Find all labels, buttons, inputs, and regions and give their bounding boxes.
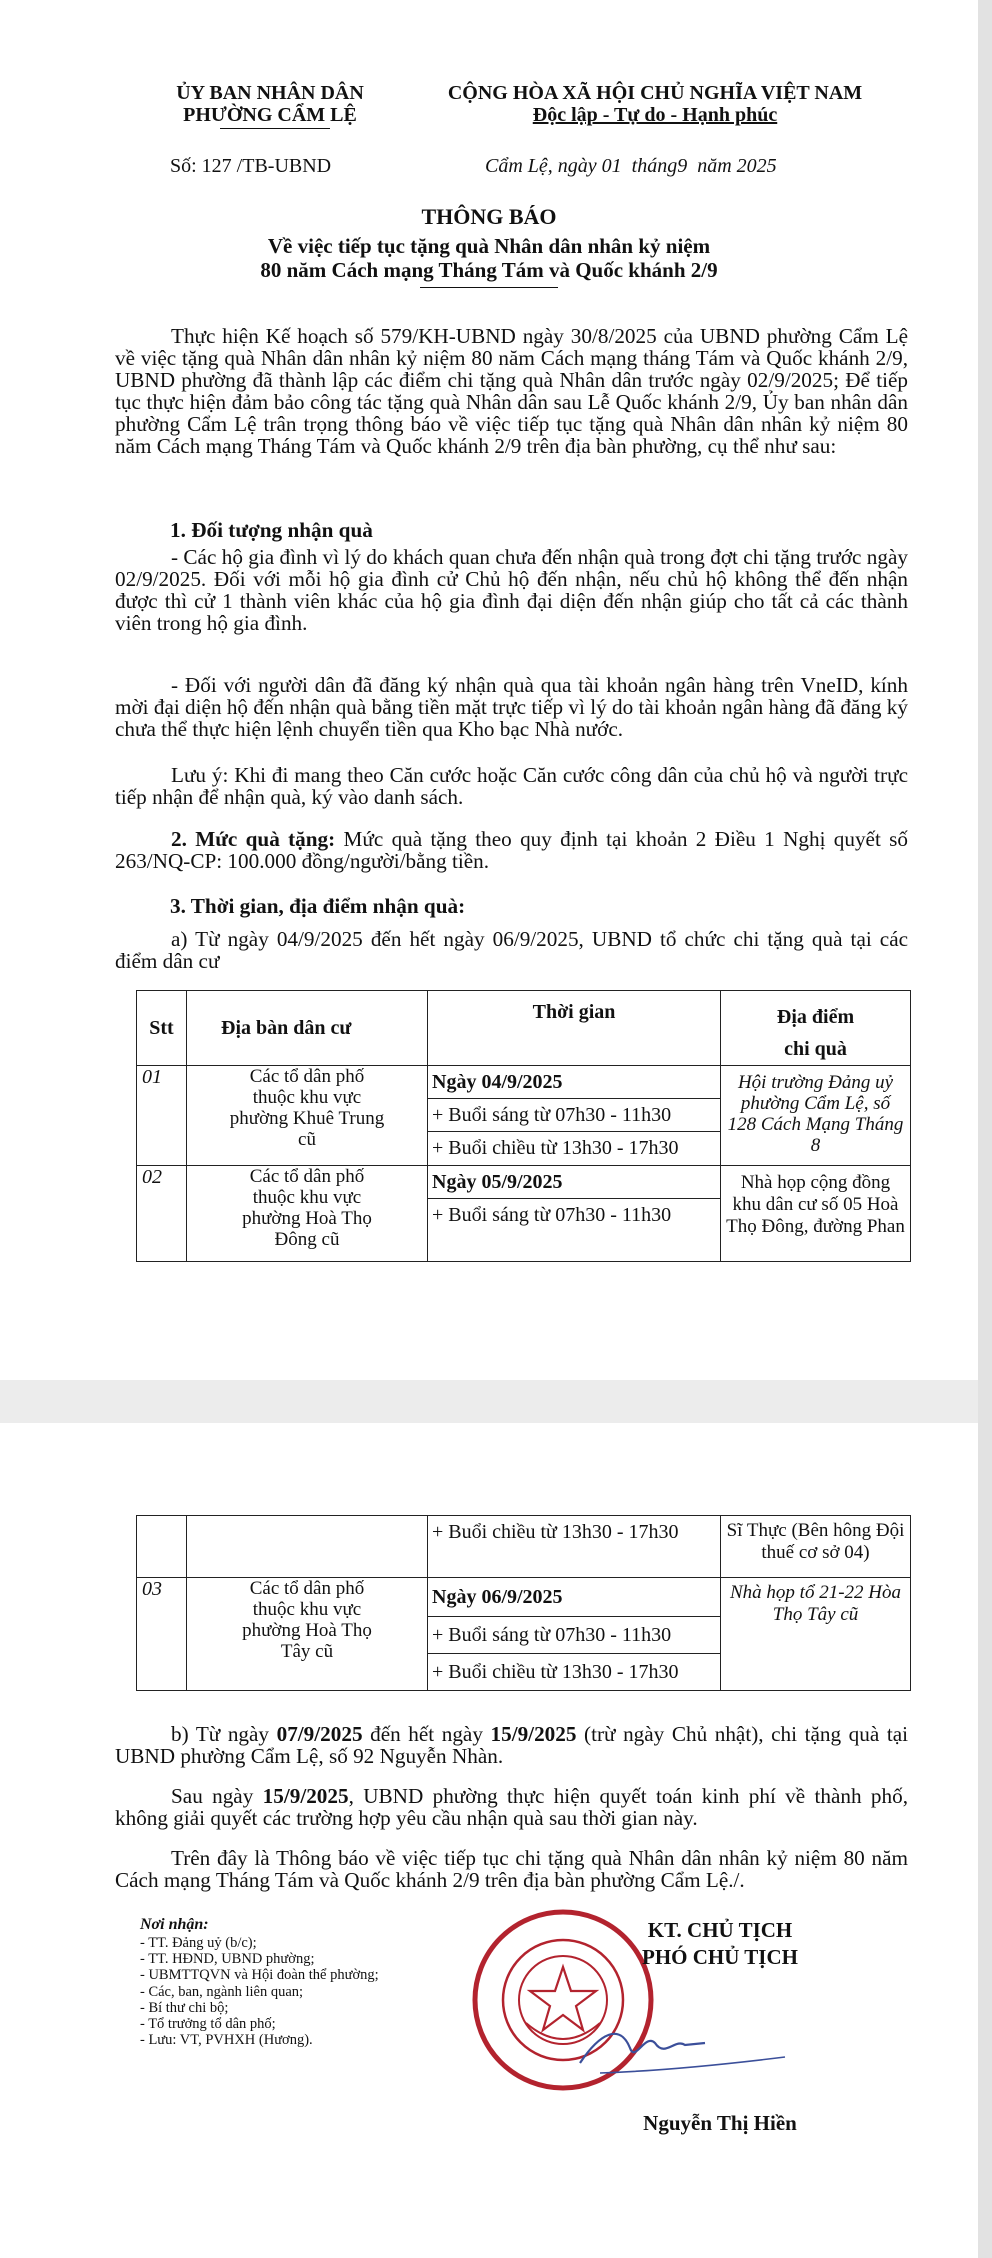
row-3-place bbox=[721, 1578, 911, 1691]
recipient-item: - TT. HĐND, UBND phường; bbox=[140, 1951, 315, 1968]
table-row bbox=[137, 1066, 911, 1166]
s3b-date-2: 15/9/2025 bbox=[490, 1722, 577, 1746]
issuer-underline bbox=[220, 128, 330, 129]
doc-subtitle bbox=[0, 234, 978, 282]
row-1-morning: + Buổi sáng từ 07h30 - 11h30 bbox=[428, 1099, 720, 1132]
row-1-afternoon: + Buổi chiều từ 13h30 - 17h30 bbox=[432, 1137, 679, 1159]
row-1-area-line-2: thuộc khu vực bbox=[252, 1087, 362, 1108]
page-gap-strip bbox=[978, 0, 992, 2258]
section-1-note: Lưu ý: Khi đi mang theo Căn cước hoặc Căn cước công dân của chủ hộ và người trực tiếp nhận để nhận quà, ký vào danh sách. bbox=[115, 763, 908, 809]
row-2-area-cont bbox=[187, 1516, 428, 1578]
header-place-line-2: chi quà bbox=[784, 1038, 847, 1060]
row-2-place-line-4: Sĩ Thực (Bên hông Đội bbox=[726, 1520, 905, 1541]
row-3-area-line-3: phường Hoà Thọ bbox=[242, 1620, 372, 1641]
section-2-heading: 2. Mức quà tặng: bbox=[171, 827, 336, 851]
schedule-table-part-2 bbox=[136, 1515, 911, 1691]
section-3-b bbox=[115, 1723, 908, 1767]
row-2-afternoon: + Buổi chiều từ 13h30 - 17h30 bbox=[432, 1521, 679, 1543]
subtitle-line-1: Về việc tiếp tục tặng quà Nhân dân nhân kỷ niệm bbox=[267, 234, 711, 258]
table-header-row bbox=[137, 991, 911, 1066]
row-2-area-line-4: Đông cũ bbox=[274, 1229, 340, 1250]
row-3-area-line-1: Các tổ dân phố bbox=[249, 1578, 365, 1599]
recipient-item: - TT. Đảng uỷ (b/c); bbox=[140, 1935, 257, 1951]
row-3-date: Ngày 06/9/2025 bbox=[428, 1578, 720, 1617]
subtitle-line-2: 80 năm Cách mạng Tháng Tám và Quốc khánh 2/9 bbox=[260, 258, 718, 282]
table-row bbox=[137, 1166, 911, 1262]
section-3-heading: 3. Thời gian, địa điểm nhận quà: bbox=[170, 894, 466, 918]
section-1-heading: 1. Đối tượng nhận quà bbox=[170, 518, 373, 542]
s3b-text-3: (trừ ngày Chủ nhật), chi tặng quà tại UBND phường Cẩm Lệ, số 92 Nguyễn Nhàn. bbox=[115, 1722, 908, 1768]
row-2-morning: + Buổi sáng từ 07h30 - 11h30 bbox=[432, 1204, 672, 1226]
header-area: Địa bàn dân cư bbox=[187, 991, 428, 1066]
section-1-paragraph-2: - Đối với người dân đã đăng ký nhận quà qua tài khoản ngân hàng trên VneID, kính mời đại diện hộ đến nhận quà bằng tiền mặt trực tiếp vì lý do tài khoản ngân hàng đã đăng ký chưa thể thực hiện lệnh chuyển tiền qua Kho bạc Nhà nước. bbox=[115, 673, 908, 741]
row-2-place-line-2: khu dân cư số 05 Hoà bbox=[732, 1194, 899, 1215]
intro-paragraph: Thực hiện Kế hoạch số 579/KH-UBND ngày 30/8/2025 của UBND phường Cẩm Lệ về việc tặng quà Nhân dân nhân kỷ niệm 80 năm Cách mạng tháng Tám và Quốc khánh 2/9, UBND phường đã thành lập các điểm chi tặng quà Nhân dân trước ngày 02/9/2025; Để tiếp tục thực hiện đảm bảo công tác tặng quà Nhân dân sau Lễ Quốc khánh 2/9, Ủy ban nhân dân phường Cẩm Lệ trân trọng thông báo về việc tiếp tục tặng quà Nhân dân nhân kỷ niệm 80 năm Cách mạng Tháng Tám và Quốc khánh 2/9 trên địa bàn phường, cụ thể như sau: bbox=[115, 324, 908, 458]
signature-block bbox=[600, 1917, 840, 1971]
header-time: Thời gian bbox=[428, 991, 721, 1066]
after-text-1: Sau ngày bbox=[171, 1784, 263, 1808]
recipient-item: - Các, ban, ngành liên quan; bbox=[140, 1983, 304, 2000]
closing-paragraph: Trên đây là Thông báo về việc tiếp tục chi tặng quà Nhân dân nhân kỷ niệm 80 năm Cách mạng Tháng Tám và Quốc khánh 2/9 trên địa bàn phường Cẩm Lệ./. bbox=[115, 1846, 908, 1892]
row-1-place-line-4: 8 bbox=[810, 1135, 821, 1156]
handwritten-signature bbox=[560, 2013, 790, 2083]
row-2-place-line-5: thuế cơ sở 04) bbox=[761, 1542, 870, 1563]
recipient-item: - UBMTTQVN và Hội đoàn thể phường; bbox=[140, 1967, 379, 1984]
row-2-area-line-2: thuộc khu vực bbox=[252, 1187, 362, 1208]
table-row-continued bbox=[137, 1516, 911, 1578]
republic-name: CỘNG HÒA XÃ HỘI CHỦ NGHĨA VIỆT NAM bbox=[447, 82, 863, 104]
row-2-date: Ngày 05/9/2025 bbox=[428, 1166, 720, 1199]
section-2-text: Mức quà tặng theo quy định tại khoản 2 Điều 1 Nghị quyết số 263/NQ-CP: 100.000 đồng/người/bằng tiền. bbox=[115, 827, 909, 873]
recipients-heading: Nơi nhận: bbox=[140, 1916, 209, 1933]
signer-name: Nguyễn Thị Hiền bbox=[643, 2111, 797, 2135]
row-2-stt-cont bbox=[137, 1516, 187, 1578]
signature-title-1: KT. CHỦ TỊCH bbox=[647, 1918, 793, 1942]
row-1-area-line-4: cũ bbox=[298, 1129, 316, 1150]
row-3-area-line-4: Tây cũ bbox=[280, 1641, 334, 1662]
document-number: Số: 127 /TB-UBND bbox=[170, 155, 332, 177]
document-page-2 bbox=[0, 1423, 978, 2258]
row-2-area-line-1: Các tổ dân phố bbox=[249, 1166, 365, 1187]
header-place-line-1: Địa điểm bbox=[776, 1006, 855, 1028]
row-1-place-line-2: phường Cẩm Lệ, số bbox=[740, 1093, 891, 1114]
row-3-stt: 03 bbox=[137, 1578, 187, 1691]
section-3-a: a) Từ ngày 04/9/2025 đến hết ngày 06/9/2025, UBND tổ chức chi tặng quà tại các điểm dân cư bbox=[115, 927, 908, 973]
row-2-place-cont bbox=[721, 1516, 911, 1578]
national-motto: Độc lập - Tự do - Hạnh phúc bbox=[532, 104, 778, 126]
issuer-line-1: ỦY BAN NHÂN DÂN bbox=[176, 82, 364, 104]
row-2-stt: 02 bbox=[137, 1166, 187, 1262]
section-2 bbox=[115, 828, 908, 872]
after-date: 15/9/2025 bbox=[262, 1784, 349, 1808]
row-2-area bbox=[187, 1166, 428, 1262]
row-3-place-line-1: Nhà họp tổ 21-22 Hòa bbox=[730, 1582, 901, 1603]
after-deadline-paragraph bbox=[115, 1785, 908, 1829]
row-1-area-line-3: phường Khuê Trung bbox=[229, 1108, 385, 1129]
schedule-table-part-1 bbox=[136, 990, 911, 1262]
row-3-area-line-2: thuộc khu vực bbox=[252, 1599, 362, 1620]
row-3-area bbox=[187, 1578, 428, 1691]
row-2-place bbox=[721, 1166, 911, 1262]
s3b-date-1: 07/9/2025 bbox=[276, 1722, 363, 1746]
place-date: Cẩm Lệ, ngày 01 tháng9 năm 2025 bbox=[485, 155, 777, 177]
issuer-line-2: PHƯỜNG CẨM LỆ bbox=[183, 104, 357, 126]
signature-title-2: PHÓ CHỦ TỊCH bbox=[642, 1945, 798, 1969]
row-1-area-line-1: Các tổ dân phố bbox=[249, 1066, 365, 1087]
row-3-place-line-2: Thọ Tây cũ bbox=[772, 1604, 859, 1625]
doc-title: THÔNG BÁO bbox=[421, 204, 557, 229]
after-text-2: , UBND phường thực hiện quyết toán kinh phí về thành phố, không giải quyết các trường hợp yêu cầu nhận quà sau thời gian này. bbox=[115, 1784, 909, 1830]
section-1-paragraph-1: - Các hộ gia đình vì lý do khách quan chưa đến nhận quà trong đợt chi tặng trước ngày 02/9/2025. Đối với mỗi hộ gia đình cử Chủ hộ đến nhận, nếu chủ hộ không thể đến nhận được thì cử 1 thành viên khác của hộ gia đình đại diện đến nhận giúp cho tất cả các thành viên trong hộ gia đình. bbox=[115, 545, 908, 635]
row-3-time bbox=[428, 1578, 721, 1691]
table-row bbox=[137, 1578, 911, 1691]
recipient-item: - Lưu: VT, PVHXH (Hương). bbox=[140, 2032, 313, 2049]
state-header bbox=[420, 82, 890, 126]
title-underline bbox=[420, 287, 558, 288]
header-stt: Stt bbox=[137, 991, 187, 1066]
row-1-area bbox=[187, 1066, 428, 1166]
row-1-place-line-1: Hội trường Đảng uỷ bbox=[737, 1072, 894, 1093]
recipient-item: - Tổ trưởng tổ dân phố; bbox=[140, 2016, 276, 2033]
row-1-date: Ngày 04/9/2025 bbox=[428, 1066, 720, 1099]
row-2-time-cont bbox=[428, 1516, 721, 1578]
row-1-place bbox=[721, 1066, 911, 1166]
row-1-place-line-3: 128 Cách Mạng Tháng bbox=[727, 1114, 904, 1135]
row-2-place-line-1: Nhà họp cộng đồng bbox=[740, 1172, 891, 1193]
s3b-text-2: đến hết ngày bbox=[362, 1722, 491, 1746]
header-place bbox=[721, 991, 911, 1066]
row-1-stt: 01 bbox=[137, 1066, 187, 1166]
row-3-morning: + Buổi sáng từ 07h30 - 11h30 bbox=[428, 1617, 720, 1654]
s3b-text-1: b) Từ ngày bbox=[171, 1722, 277, 1746]
row-2-place-line-3: Thọ Đông, đường Phan bbox=[726, 1216, 905, 1237]
row-2-area-line-3: phường Hoà Thọ bbox=[242, 1208, 372, 1229]
recipients-list bbox=[140, 1935, 379, 2048]
row-1-time bbox=[428, 1066, 721, 1166]
row-3-afternoon: + Buổi chiều từ 13h30 - 17h30 bbox=[432, 1661, 679, 1683]
issuer-block bbox=[150, 82, 390, 126]
recipient-item: - Bí thư chi bộ; bbox=[140, 1999, 229, 2016]
row-2-time bbox=[428, 1166, 721, 1262]
